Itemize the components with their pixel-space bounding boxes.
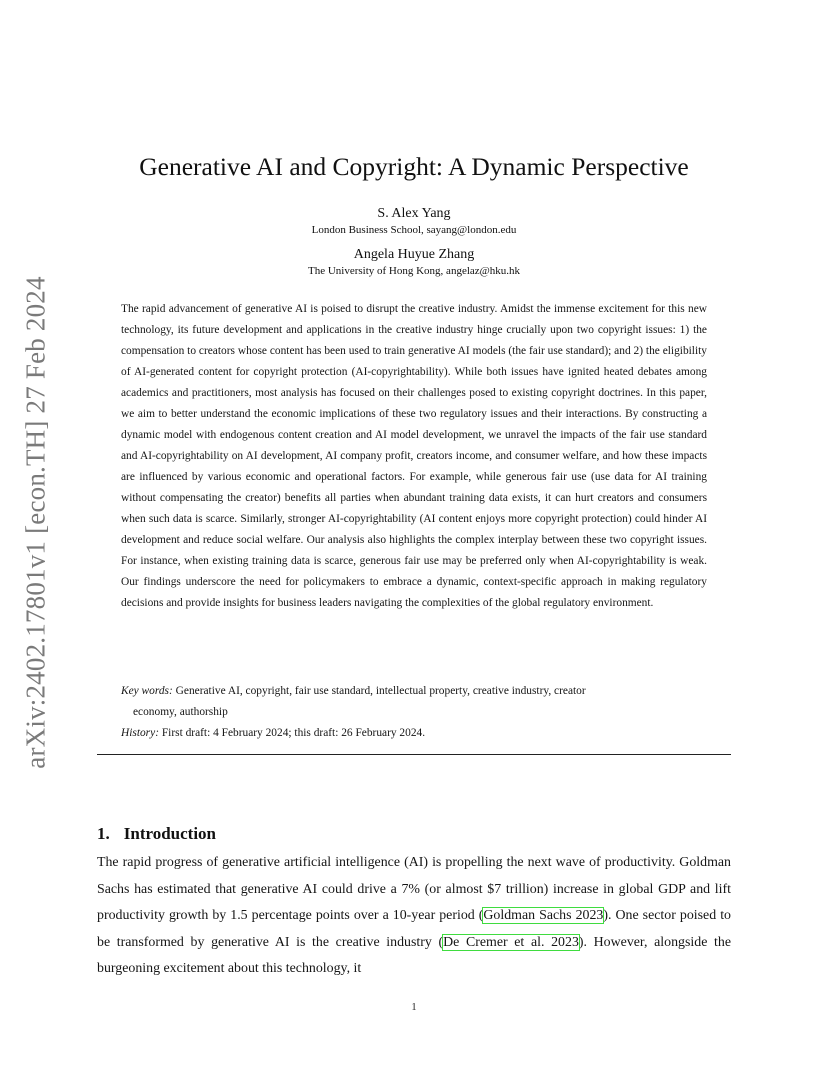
keywords-line-2: economy, authorship (133, 706, 228, 718)
intro-text-3: ). However, alongside the burgeoning excitement about this technology, it (97, 934, 731, 976)
arxiv-stamp-text: arXiv:2402.17801v1 [econ.TH] 27 Feb 2024 (20, 275, 51, 769)
intro-text-2: ). One sector poised to be transformed by generative AI is the creative industry ( (97, 908, 731, 950)
author-affiliation: London Business School, sayang@london.edu (311, 224, 517, 236)
history-text: First draft: 4 February 2024; this draft: 26 February 2024. (161, 727, 426, 739)
abstract: The rapid advancement of generative AI is poised to disrupt the creative industry. Amidst the immense excitement for this new technology, its future development and applications in the creative industry hinge crucially upon two copyright issues: 1) the compensation to creators whose content has been used to train generative AI models (the fair use standard); and 2) the eligibility of AI-generated content for copyright protection (AI-copyrightability). While both issues have ignited heated debates among academics and practitioners, most analysis has focused on their challenges posed to existing copyright doctrines. In this paper, we aim to better understand the economic implications of these two regulatory issues and their interactions. By constructing a dynamic model with endogenous content creation and AI model development, we unravel the impacts of the fair use standard and AI-copyrightability on AI development, AI company profit, creators income, and consumer welfare, and how these impacts are influenced by various economic and operational factors. For example, while generous fair use (use data for AI training without compensating the creator) benefits all parties when abundant training data exists, it can hurt creators and consumers when such data is scarce. Similarly, stronger AI-copyrightability (AI content enjoys more copyright protection) could hinder AI development and reduce social welfare. Our analysis also highlights the complex interplay between these two copyright issues. For instance, when existing training data is scarce, generous fair use may be preferred only when AI-copyrightability is weak. Our findings underscore the need for policymakers to embrace a dynamic, context-specific approach in making regulatory decisions and provide insights for business leaders navigating the complexities of the global regulatory environment. (121, 303, 707, 609)
abstract-divider (97, 754, 731, 755)
paper-title: Generative AI and Copyright: A Dynamic Perspective (139, 152, 689, 181)
history: History: First draft: 4 February 2024; this draft: 26 February 2024. (121, 727, 426, 739)
author-block-2 (97, 246, 731, 278)
arxiv-stamp (18, 272, 54, 772)
intro-text-1: The rapid progress of generative artificial intelligence (AI) is propelling the next wave of productivity. Goldman Sachs has estimated that generative AI could drive a 7% (or almost $7 trillion) increase in global GDP and lift productivity growth by 1.5 percentage points over a 10-year period ( (97, 855, 731, 923)
citation-link-goldman-sachs[interactable]: Goldman Sachs 2023 (483, 908, 604, 923)
section-heading (97, 824, 216, 844)
keywords: Key words: Generative AI, copyright, fair use standard, intellectual property, creative industry, creator economy, authorship (121, 681, 707, 723)
page-number: 1 (411, 1002, 417, 1013)
author-block-1 (97, 205, 731, 237)
section-number: 1. (97, 824, 110, 843)
keywords-line-1: Generative AI, copyright, fair use standard, intellectual property, creative industry, creator (175, 685, 586, 697)
author-name: S. Alex Yang (377, 206, 451, 221)
keywords-label: Key words (121, 685, 169, 697)
author-name: Angela Huyue Zhang (353, 247, 475, 262)
history-label: History (121, 727, 156, 739)
section-title: Introduction (123, 824, 217, 843)
author-affiliation: The University of Hong Kong, angelaz@hku.hk (307, 265, 521, 277)
citation-link-de-cremer[interactable]: De Cremer et al. 2023 (443, 934, 579, 950)
intro-paragraph (97, 850, 731, 983)
